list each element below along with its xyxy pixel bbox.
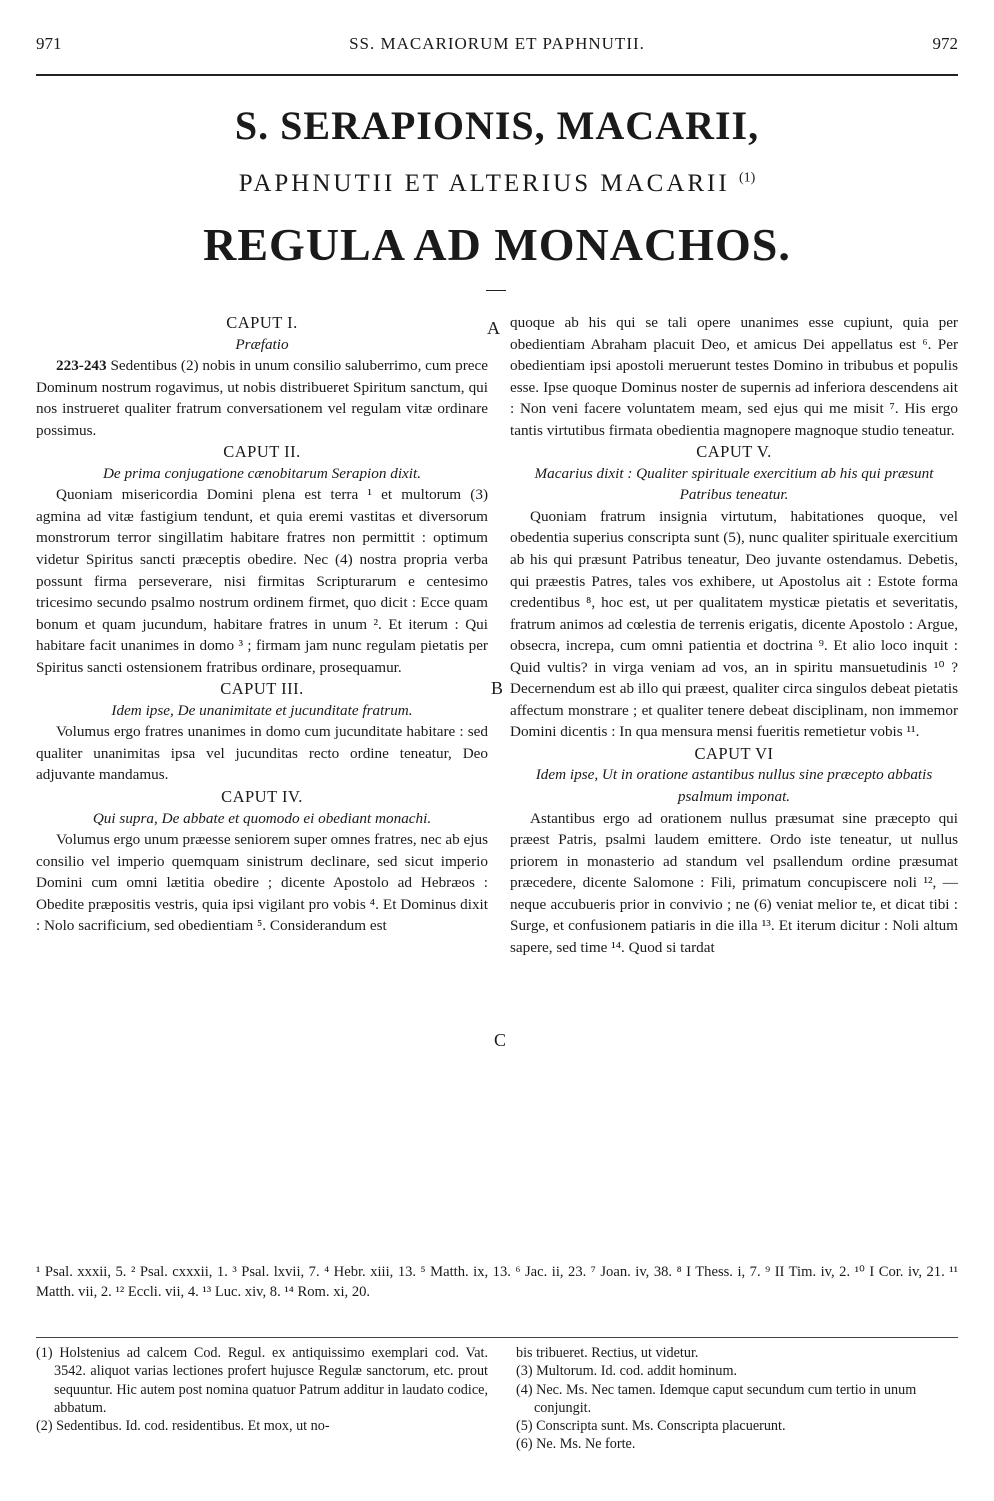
caput-3-subtitle: Idem ipse, De unanimitate et jucunditate fratrum. [111,701,413,719]
column-number: 223-243 [56,357,107,375]
editor-notes-left [36,1344,488,1435]
note-2: (2) Sedentibus. Id. cod. residentibus. Et mox, ut no- [36,1418,330,1435]
caput-1-subtitle: Præfatio [235,335,289,353]
caput-4-heading: CAPUT IV. [221,787,303,807]
caput-5-subtitle: Macarius dixit : Qualiter spirituale exercitium ab his qui præsunt Patribus teneatur. [534,464,934,504]
page-number-right: 972 [932,34,958,53]
note-5: (5) Conscripta sunt. Ms. Conscripta placuerunt. [516,1418,786,1435]
caput-6-subtitle: Idem ipse, Ut in oratione astantibus nullus sine præcepto abbatis psalmum imponat. [535,766,933,806]
title-note-ref: (1) [738,170,756,186]
caput-1-heading: CAPUT I. [226,313,298,332]
note-3: (3) Multorum. Id. cod. addit hominum. [516,1363,738,1380]
caput-1-body: Sedentibus (2) nobis in unum consilio saluberrimo, cum prece Dominum nostrum rogavimus, ut nobis distribueret Spiritum sanctum, qui nos instrueret qualiter fratrum conversationem vel regulam vitæ ordinare possimus. [36,357,489,439]
margin-letter-c: C [494,1030,507,1050]
caput-4-subtitle: Qui supra, De abbate et quomodo ei obediant monachi. [92,809,432,827]
title-line-1: S. SERAPIONIS, MACARII, [234,103,760,148]
note-4: (4) Nec. Ms. Nec tamen. Idemque caput secundum cum tertio in unum conjungit. [516,1381,917,1416]
caput-2-subtitle: De prima conjugatione cænobitarum Serapion dixit. [102,464,422,482]
note-1: (1) Holstenius ad calcem Cod. Regul. ex antiquissimo exemplari cod. Vat. 3542. aliquot varias lectiones profert hujusce Regulæ sanctorum, etc. prout sequuntur. Hic autem post nomina quatuor Patrum additur in laudato codice, abbatum. [36,1345,488,1416]
caput-2-text: Quoniam misericordia Domini plena est terra ¹ et multorum (3) agmina ad vitæ fastigium tendunt, et quia eremi vastitas et diversorum monstrorum terror singillatim habitare fratres non permittit : optimum videtur Spiritus sancti præceptis obedire. Nec (4) nostra propria verba possunt firma perseverare, nisi firmitas Scripturarum e centesimo tricesimo secundo psalmo nostrum ordinem firmet, quo dicit : Ecce quam bonum et quam jucundum, habitare fratres in unum ². Et iterum : Qui habitare facit unanimes in domo ³ ; firmam jam nunc regulam pietatis per Spiritus sancti ostensionem fratribus ordinare, prosequamur. [36,486,488,676]
margin-letter-b: B [491,678,504,698]
title-line-2-text: PAPHNUTII ET ALTERIUS MACARII [238,170,730,197]
scripture-footnotes: ¹ Psal. xxxii, 5. ² Psal. cxxxii, 1. ³ Psal. lxvii, 7. ⁴ Hebr. xiii, 13. ⁵ Matth. ix, 13. ⁶ Jac. ii, 23. ⁷ Joan. iv, 38. ⁸ I Thess. i, 7. ⁹ II Tim. iv, 2. ¹⁰ I Cor. iv, 21. ¹¹ Matth. vii, 2. ¹² Eccli. vii, 4. ¹³ Luc. xiv, 8. ¹⁴ Rom. xi, 20. [36,1264,958,1300]
note-2-continued: bis tribueret. Rectius, ut videtur. [516,1345,699,1361]
caput-4-text: Volumus ergo unum præesse seniorem super omnes fratres, nec ab ejus consilio vel imperio quemquam sinistrum declinare, sed sicut imperio Domini cum omni lætitia obedire ; dicente Apostolo ad Hebræos : Obedite præpositis vestris, quia ipsi vigilant pro vobis ⁴. Et Dominus dixit : Nolo sacrificium, sed obedientiam ⁵. Considerandum est [36,831,488,935]
left-column [36,312,488,937]
right-column [510,312,958,958]
caput-2-heading: CAPUT II. [223,442,301,462]
running-head: SS. MACARIORUM ET PAPHNUTII. [349,34,645,53]
editor-notes-right [516,1344,960,1454]
title-line-3: REGULA AD MONACHOS. [203,219,791,270]
margin-letter-a: A [487,318,500,338]
caput-6-text: Astantibus ergo ad orationem nullus præsumat sine præcepto qui præest Patris, psalmi laudem emittere. Ordo iste teneatur, ut nullus priorem in monasterio ad standum vel psallendum ordine præsumat præcedere, dicente Salomone : Fili, primatum concupiscere noli ¹², — neque accubueris prior in convivio ; ne (6) veniat melior te, et dicat tibi : Surge, et confusionem patiaris in die illa ¹³. Et iterum dicitur : Noli altum sapere, sed time ¹⁴. Quod si tardat [510,809,958,956]
caput-1-text [36,355,488,441]
caput-6-heading: CAPUT VI [694,743,774,763]
caput-5-text: Quoniam fratrum insignia virtutum, habitationes quoque, vel obedentia superius conscripta sunt (5), nunc qualiter spirituale exercitium ab his qui præsunt Patribus teneatur, Deo juvante ostendamus. Debetis, qui præestis Patres, tales vos exhibere, ut Apostolus ait : Estote forma credentibus ⁸, hoc est, ut per qualitatem mysticæ pietatis et severitatis, fratrum animos ad cœlestia de terrenis erigatis, dicente Apostolo : Argue, obsecra, increpa, cum omni patientia et doctrina ⁹. Et alio loco inquit : Quid vultis? in virga veniam ad vos, an in spiritu mansuetudinis ¹⁰ ? Decernendum est ab illo qui præest, qualiter circa singulos debeat pietatis affectum monstrare ; et qualiter tenere debeat disciplinam, non immemor Domini dicentis : In qua mensura mensi fueritis remetietur vobis ¹¹. [510,507,958,741]
notes-rule [36,1337,958,1338]
title-dash [486,290,506,291]
continuation-text: quoque ab his qui se tali opere unanimes esse cupiunt, quia per obedientiam Abraham placuit Deo, et amicus Dei appellatus est ⁶. Per obedientiam ipsi apostoli meruerunt testes Domino in tribubus et populis esse. Ipse quoque Dominus noster de supernis ad inferiora descendens ait : Non veni facere voluntatem meam, sed ejus qui me misit ⁷. His ergo tantis virtutibus firmata obedientia magnopere magnoque studio teneatur. [510,314,958,439]
page-header [36,34,958,56]
note-6: (6) Ne. Ms. Ne forte. [516,1436,636,1453]
caput-3-heading: CAPUT III. [220,679,304,699]
caput-3-text: Volumus ergo fratres unanimes in domo cum jucunditate habitare : sed qualiter unanimitas ipsa vel jucunditas recto ordine teneatur, Deo adjuvante mandamus. [36,723,488,784]
caput-5-heading: CAPUT V. [696,442,772,462]
page-number-left: 971 [36,34,62,53]
header-rule [36,74,958,76]
title-line-2 [0,170,994,198]
